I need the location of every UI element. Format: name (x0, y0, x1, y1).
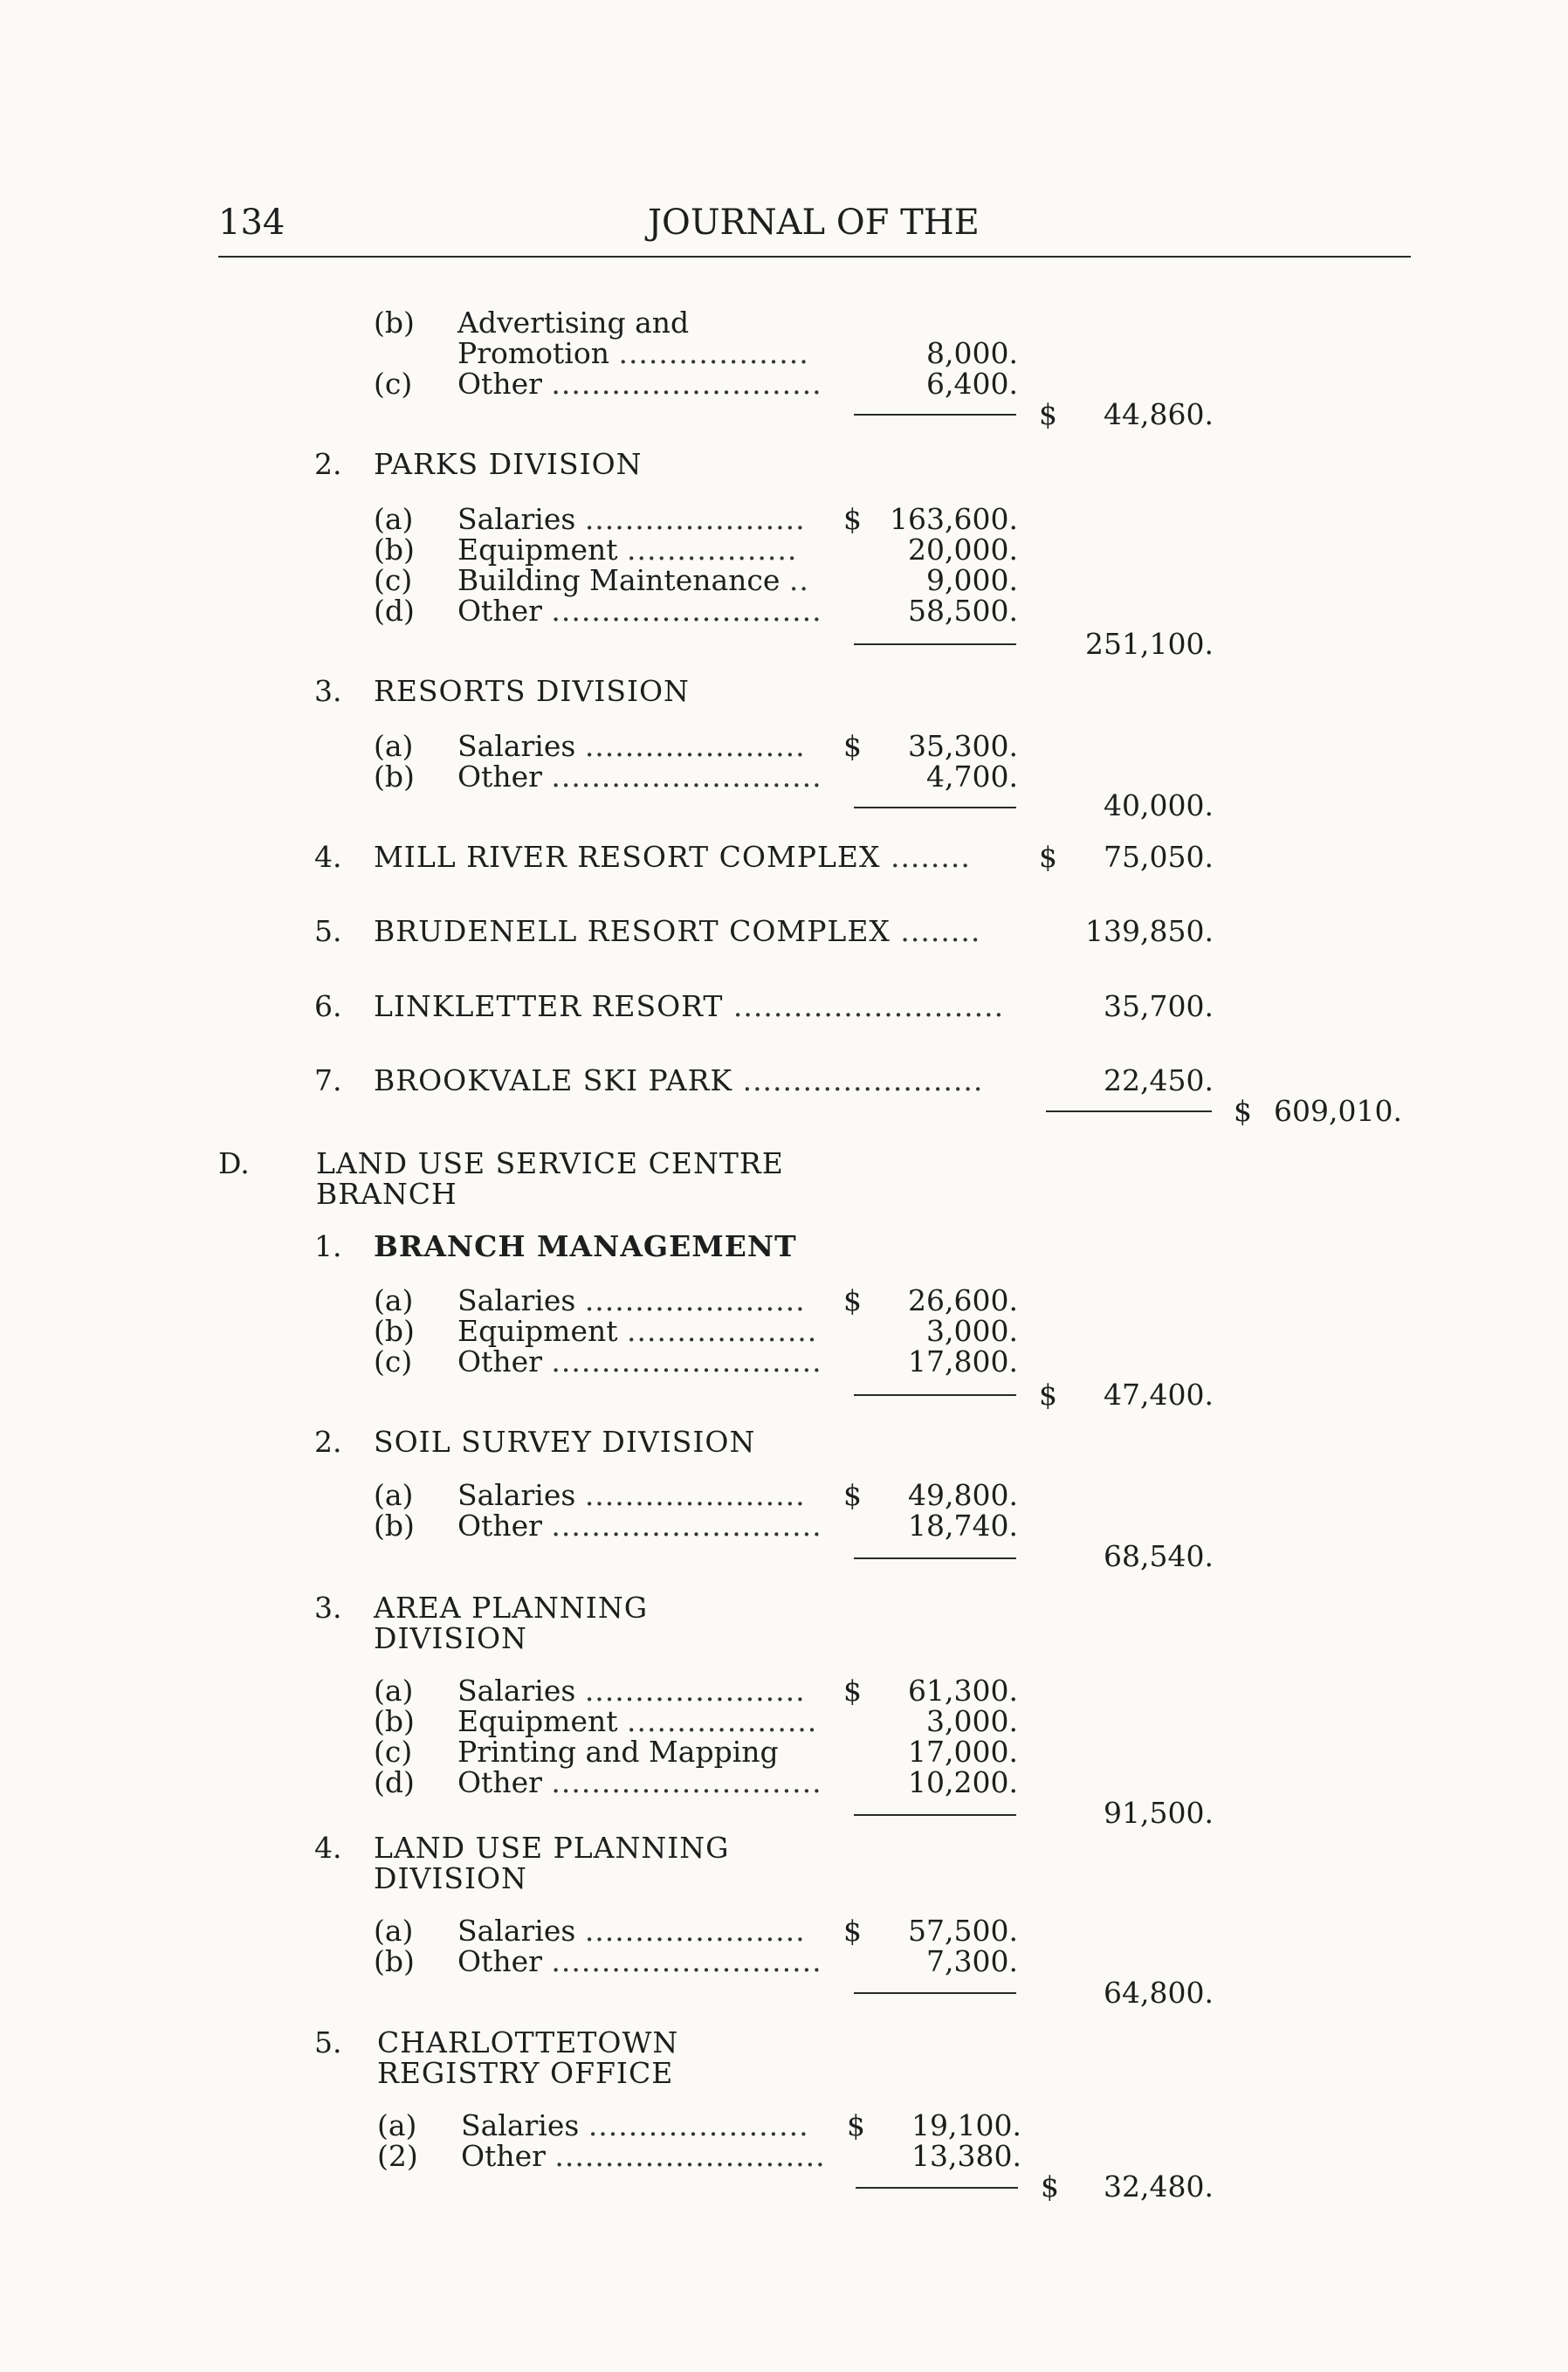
dollar-sign: $ (847, 2108, 865, 2142)
subtotal-rule (854, 414, 1016, 416)
dollar-sign: $ (843, 1478, 862, 1512)
item-text: Building Maintenance .. (457, 563, 809, 597)
item-label: (c) (374, 563, 413, 597)
item-text: Other ........................... (457, 1765, 822, 1799)
subtotal-rule (856, 2187, 1018, 2189)
item-amount: 35,300. (908, 729, 1018, 763)
item-amount: 6,400. (926, 367, 1018, 401)
section-total: 32,480. (1104, 2169, 1214, 2204)
section-heading: DIVISION (374, 1861, 527, 1895)
item-amount: 19,100. (911, 2108, 1021, 2142)
section-heading: REGISTRY OFFICE (377, 2056, 674, 2090)
branch-heading: LAND USE SERVICE CENTRE (316, 1146, 784, 1180)
section-number: 1. (314, 1229, 342, 1263)
item-text: Other ........................... (457, 367, 822, 401)
section-heading: SOIL SURVEY DIVISION (374, 1425, 756, 1459)
section-heading: BRUDENELL RESORT COMPLEX ........ (374, 914, 981, 948)
section-number: 6. (314, 989, 342, 1023)
section-number: 5. (314, 914, 342, 948)
item-text: Equipment ................. (457, 533, 798, 567)
item-amount: 26,600. (908, 1283, 1018, 1317)
item-amount: 49,800. (908, 1478, 1018, 1512)
item-text: Salaries ...................... (457, 1674, 806, 1708)
section-heading: BRANCH MANAGEMENT (374, 1229, 797, 1263)
page-title: JOURNAL OF THE (648, 203, 980, 243)
item-amount: 10,200. (908, 1765, 1018, 1799)
subtotal-rule (854, 807, 1016, 808)
item-text: Equipment ................... (457, 1704, 818, 1738)
section-total: 47,400. (1104, 1378, 1214, 1412)
subtotal-rule (854, 1394, 1016, 1396)
section-heading: AREA PLANNING (374, 1591, 649, 1625)
item-amount: 61,300. (908, 1674, 1018, 1708)
section-heading: LINKLETTER RESORT ........................... (374, 989, 1005, 1023)
item-amount: 17,800. (908, 1344, 1018, 1379)
item-amount: 163,600. (890, 502, 1018, 536)
section-total: 64,800. (1104, 1976, 1214, 2010)
item-amount: 3,000. (926, 1704, 1018, 1738)
item-label: (a) (374, 729, 414, 763)
section-total: 22,450. (1104, 1063, 1214, 1097)
section-total: 40,000. (1104, 788, 1214, 822)
item-label: (b) (374, 1509, 415, 1543)
item-amount: 17,000. (908, 1735, 1018, 1769)
dollar-sign: $ (843, 1283, 862, 1317)
item-text: Printing and Mapping (457, 1735, 779, 1769)
subtotal-rule (854, 1557, 1016, 1559)
item-amount: 3,000. (926, 1314, 1018, 1348)
item-text: Promotion ................... (457, 336, 809, 370)
item-text: Salaries ...................... (457, 1914, 806, 1948)
item-label: (a) (374, 1674, 414, 1708)
item-label: (a) (374, 1478, 414, 1512)
item-text: Equipment ................... (457, 1314, 818, 1348)
item-label: (b) (374, 760, 415, 794)
section-total: 139,850. (1085, 914, 1214, 948)
item-amount: 13,380. (911, 2139, 1021, 2173)
section-total: 35,700. (1104, 989, 1214, 1023)
grand-total: 609,010. (1274, 1094, 1402, 1128)
section-number: 4. (314, 1831, 342, 1865)
branch-heading: BRANCH (316, 1177, 457, 1211)
section-total: 91,500. (1104, 1796, 1214, 1830)
dollar-sign: $ (843, 1914, 862, 1948)
item-label: (d) (374, 594, 415, 628)
section-heading: MILL RIVER RESORT COMPLEX ........ (374, 840, 971, 874)
section-total: 68,540. (1104, 1539, 1214, 1573)
item-text: Salaries ...................... (461, 2108, 809, 2142)
section-heading: LAND USE PLANNING (374, 1831, 730, 1865)
section-heading: DIVISION (374, 1621, 527, 1655)
item-label: (b) (374, 1944, 415, 1978)
item-amount: 58,500. (908, 594, 1018, 628)
item-text: Salaries ...................... (457, 502, 806, 536)
dollar-sign: $ (1039, 397, 1057, 431)
item-text: Other ........................... (457, 1944, 822, 1978)
subtotal-rule (854, 1992, 1016, 1994)
section-number: 3. (314, 1591, 342, 1625)
section-number: 2. (314, 1425, 342, 1459)
item-text: Other ........................... (457, 1509, 822, 1543)
item-label: (a) (374, 1283, 414, 1317)
dollar-sign: $ (843, 502, 862, 536)
item-amount: 9,000. (926, 563, 1018, 597)
item-text: Other ........................... (457, 594, 822, 628)
item-label: (c) (374, 367, 413, 401)
item-text: Salaries ...................... (457, 729, 806, 763)
item-text: Other ........................... (457, 1344, 822, 1379)
item-label: (a) (374, 502, 414, 536)
dollar-sign: $ (1039, 840, 1057, 874)
item-text: Advertising and (457, 306, 690, 340)
item-label: (a) (374, 1914, 414, 1948)
section-heading: PARKS DIVISION (374, 447, 643, 481)
section-heading: BROOKVALE SKI PARK ........................ (374, 1063, 984, 1097)
item-amount: 18,740. (908, 1509, 1018, 1543)
section-total: 44,860. (1104, 397, 1214, 431)
item-label: (c) (374, 1735, 413, 1769)
dollar-sign: $ (1234, 1094, 1252, 1128)
section-letter: D. (218, 1146, 250, 1180)
item-label: (b) (374, 533, 415, 567)
page-number: 134 (218, 203, 285, 243)
subtotal-rule (854, 1814, 1016, 1816)
item-amount: 8,000. (926, 336, 1018, 370)
item-amount: 7,300. (926, 1944, 1018, 1978)
item-amount: 4,700. (926, 760, 1018, 794)
section-number: 3. (314, 674, 342, 708)
section-total: 75,050. (1104, 840, 1214, 874)
header-rule (218, 256, 1411, 258)
item-label: (d) (374, 1765, 415, 1799)
item-label: (a) (377, 2108, 417, 2142)
item-label: (b) (374, 1704, 415, 1738)
section-number: 4. (314, 840, 342, 874)
section-total: 251,100. (1085, 627, 1214, 661)
dollar-sign: $ (1039, 1378, 1057, 1412)
dollar-sign: $ (843, 729, 862, 763)
section-number: 5. (314, 2025, 342, 2059)
item-text: Other ........................... (457, 760, 822, 794)
item-text: Salaries ...................... (457, 1478, 806, 1512)
subtotal-rule (854, 643, 1016, 645)
item-text: Salaries ...................... (457, 1283, 806, 1317)
item-label: (c) (374, 1344, 413, 1379)
item-label: (b) (374, 306, 415, 340)
item-label: (b) (374, 1314, 415, 1348)
section-number: 7. (314, 1063, 342, 1097)
section-number: 2. (314, 447, 342, 481)
dollar-sign: $ (1041, 2169, 1059, 2204)
subtotal-rule (1046, 1110, 1212, 1112)
item-amount: 57,500. (908, 1914, 1018, 1948)
dollar-sign: $ (843, 1674, 862, 1708)
item-amount: 20,000. (908, 533, 1018, 567)
item-label: (2) (377, 2139, 418, 2173)
section-heading: RESORTS DIVISION (374, 674, 690, 708)
item-text: Other ........................... (461, 2139, 826, 2173)
section-heading: CHARLOTTETOWN (377, 2025, 679, 2059)
